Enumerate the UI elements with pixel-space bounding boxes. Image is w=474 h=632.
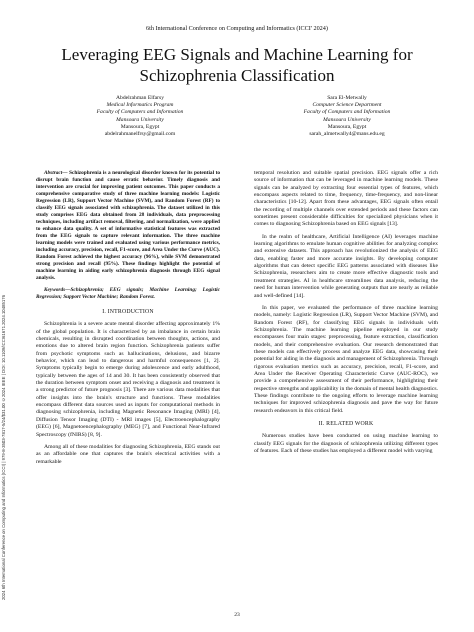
- author-dept: Faculty of Computers and Information: [303, 109, 391, 116]
- author-block-2: [262, 95, 432, 138]
- abstract-body: Schizophrenia is a neurological disorder known for its potential to disrupt brain function and cause erratic behavior. Timely diagnosis and intervention are crucial for improving patient outcomes. This paper conducts a comprehensive comparative study of three machine learning models: Logistic Regression (LR), Support Vector Machine (SVM), and Random Forest (RF) to classify EEG signals associated with schizophrenia. The dataset utilized in this study comprises EEG data obtained from 28 individuals, data preprocessing techniques, including artifact removal, filtering, and normalization, were applied to enhance data quality. A set of informative statistical features was extracted from the EEG signals to capture relevant information. The three machine learning models were trained and evaluated using various performance metrics, including accuracy, precision, recall, F1-score, and Area Under the Curve (AUC). Random Forest achieved the highest accuracy (96%), while SVM demonstrated strong precision and recall (95%). These findings highlight the potential of machine learning in aiding early schizophrenia diagnosis through EEG signal analysis.: [36, 170, 220, 281]
- author-dept: Faculty of Computers and Information: [96, 109, 184, 116]
- page-number: 23: [234, 612, 240, 618]
- author-name: Abdelrahman Elfarsy: [116, 95, 164, 101]
- paragraph: temporal resolution and suitable spatial precision. EEG signals offer a rich source of information that can be leveraged in machine learning models. These signals can be analyzed by extracting four essential types of features, which encompass aspects related to time, frequency, time-frequency, and non-linear characteristics [10-12]. Apart from these advantages, EEG signals often entail the recording of multiple channels over extended periods and these factors can sometimes present considerable difficulties for specialized physicians when it comes to diagnosing Schizophrenia based on EEG signals [13].: [254, 170, 438, 228]
- abstract: [36, 170, 220, 282]
- paragraph: Among all of these modalities for diagnosing Schizophrenia, EEG stands out as an affordable one that captures the brain's electrical activities with a remarkable: [36, 443, 220, 465]
- paragraph: Schizophrenia is a severe acute mental disorder affecting approximately 1% of the global population. It is characterized by an imbalance in certain brain chemicals, resulting in disrupted coordination between thoughts, actions, and emotions due to altered brain region function. Schizophrenia patients suffer from psychotic symptoms such as hallucinations, delusions, and bizarre behavior, which can lead to dangerous and harmful consequences [1, 2]. Symptoms typically begin to emerge during adolescence and early adulthood, typically between the ages of 14 and 30. It has been consistently observed that the duration between symptom onset and receiving a diagnosis and treatment is a strong predictor of future prognosis [3]. There are various data modalities that offer insights into the brain's structure and functions. These modalities encompass different data sources used as inputs for computational methods in diagnosing schizophrenia, including Magnetic Resonance Imaging (MRI) [4], Diffusion Tensor Imaging (DTI) - MRI images [5], Electroencephalography (EEG) [6], Magnetoencephalography (MEG) [7], and Functional Near-Infrared Spectroscopy (fNIRS) [8, 9].: [36, 321, 220, 438]
- author-email[interactable]: abdelrahmanelfrsy@gmail.com: [104, 131, 176, 138]
- author-location: Mansoura, Egypt: [327, 123, 367, 130]
- right-column: [254, 170, 438, 460]
- keywords: Keywords—Schizophrenia; EEG signals; Machine Learning; Logistic Regression; Support Vector Machine; Random Forest.: [36, 287, 220, 300]
- author-block-1: [55, 95, 225, 138]
- author-name: Sara El-Metwally: [327, 95, 367, 101]
- side-doi-text: 2024 6th International Conference on Computing and Informatics (ICCI) | 979-8-3503-7817-5/24/$31.00 ©2024 IEEE | DOI: 10.1109/ICCI61671.2024.10485176: [1, 294, 6, 600]
- paragraph: In this paper, we evaluated the performance of three machine learning models, namely: Logistic Regression (LR), Support Vector Machine (SVM), and Random Forest (RF), for classifying EEG signals in individuals with Schizophrenia. The machine learning pipeline employed in our study encompasses four main stages: preprocessing, feature extraction, classification models, and their comprehensive evaluation. Our research demonstrated that these models can effectively process and analyze EEG data, showcasing their potential for aiding in the diagnosis and management of Schizophrenia. Through rigorous evaluation metrics such as accuracy, precision, recall, F1-score, and Area Under the Receiver Operating Characteristic Curve (AUC-ROC), we provide a comprehensive assessment of their performance, highlighting their respective strengths and applicability in the domain of mental health diagnostics. These findings contribute to the ongoing efforts to leverage machine learning techniques for improved schizophrenia diagnosis and pave the way for future research endeavors in this critical field.: [254, 304, 439, 414]
- paragraph: Numerous studies have been conducted on using machine learning to classify EEG signals for the diagnosis of schizophrenia utilizing different types of features. Each of these studies has employed a different model with varying: [254, 433, 438, 455]
- section-heading-introduction: I. INTRODUCTION: [102, 309, 154, 315]
- section-heading-related-work: II. RELATED WORK: [318, 421, 374, 427]
- author-university: Mansoura University: [116, 116, 164, 123]
- author-university: Mansoura University: [323, 116, 371, 123]
- conference-header: 6th International Conference on Computing and Informatics (ICCI' 2024): [146, 25, 328, 32]
- paper-title: Leveraging EEG Signals and Machine Learning for Schizophrenia Classification: [61, 45, 413, 85]
- author-location: Mansoura, Egypt: [120, 123, 160, 130]
- paragraph: In the realm of healthcare, Artificial Intelligence (AI) leverages machine learning algorithms to emulate human cognitive abilities for analyzing complex and extensive datasets. This approach has revolutionized the analysis of EEG data, enabling faster and more accurate insights. By developing computer algorithms that can detect specific EEG patterns associated with diseases like Schizophrenia, researchers aim to create more effective diagnostic tools and treatment strategies. AI in healthcare streamlines data analysis, reducing the need for human intervention while generating outputs that are nearly as reliable and well-defined [14].: [254, 233, 438, 299]
- author-email[interactable]: sarah_almetwally4@mans.edu.eg: [309, 131, 385, 138]
- abstract-lead: Abstract—: [44, 170, 68, 176]
- author-role: Medical Informatics Program: [106, 102, 174, 109]
- author-role: Computer Science Department: [312, 102, 382, 109]
- left-column: [36, 170, 220, 471]
